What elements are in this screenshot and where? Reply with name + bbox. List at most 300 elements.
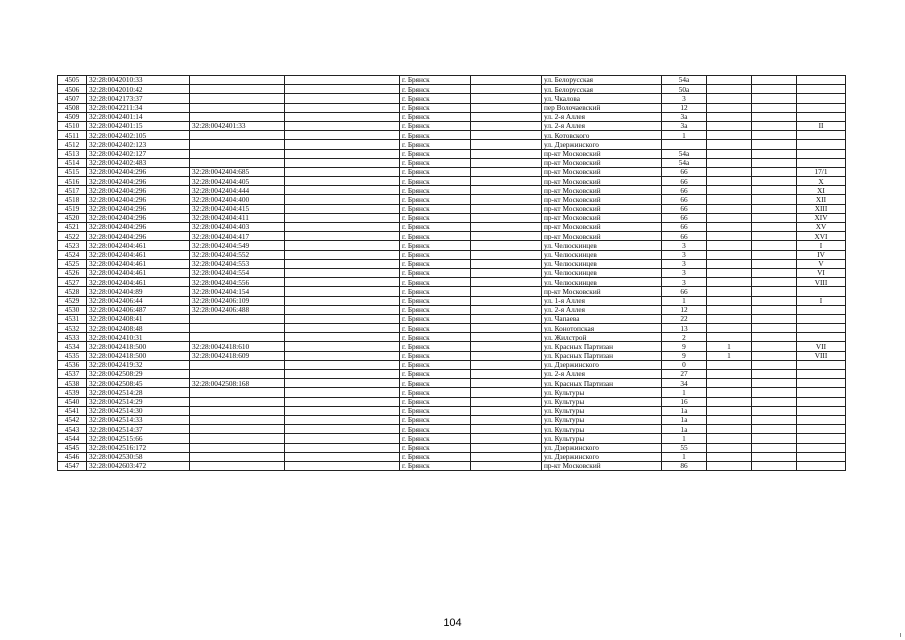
cell-street: ул. Дзержинского bbox=[542, 140, 662, 149]
cell-city: г. Брянск bbox=[400, 296, 471, 305]
cell-house: 55 bbox=[662, 443, 707, 452]
cell-blank-col-a bbox=[285, 112, 400, 121]
table-row bbox=[58, 370, 846, 379]
cell-building bbox=[707, 314, 752, 323]
cell-city: г. Брянск bbox=[400, 415, 471, 424]
cell-row-number: 4533 bbox=[58, 333, 87, 342]
cell-cadastral-number: 32:28:0042404:296 bbox=[87, 223, 190, 232]
cell-row-number: 4530 bbox=[58, 305, 87, 314]
cell-blank-col-c bbox=[752, 305, 797, 314]
cell-blank-col-c bbox=[752, 333, 797, 342]
cell-city: г. Брянск bbox=[400, 85, 471, 94]
cell-house: 16 bbox=[662, 397, 707, 406]
cell-row-number: 4509 bbox=[58, 112, 87, 121]
cell-blank-col-b bbox=[471, 324, 542, 333]
cell-row-number: 4526 bbox=[58, 268, 87, 277]
table-row bbox=[58, 278, 846, 287]
cell-street: ул. 1-я Аллея bbox=[542, 296, 662, 305]
cell-city: г. Брянск bbox=[400, 351, 471, 360]
cell-building bbox=[707, 406, 752, 415]
cell-sub-cadastral-number bbox=[190, 324, 285, 333]
cell-sub-cadastral-number: 32:28:0042404:553 bbox=[190, 259, 285, 268]
cell-premises: 17/1 bbox=[797, 167, 846, 176]
cell-house: 66 bbox=[662, 287, 707, 296]
cell-row-number: 4518 bbox=[58, 195, 87, 204]
cell-city: г. Брянск bbox=[400, 324, 471, 333]
cell-blank-col-b bbox=[471, 296, 542, 305]
cell-blank-col-a bbox=[285, 177, 400, 186]
table-row bbox=[58, 85, 846, 94]
cell-cadastral-number: 32:28:0042402:105 bbox=[87, 131, 190, 140]
cell-city: г. Брянск bbox=[400, 241, 471, 250]
cell-sub-cadastral-number: 32:28:0042401:33 bbox=[190, 121, 285, 130]
cell-row-number: 4514 bbox=[58, 158, 87, 167]
cell-city: г. Брянск bbox=[400, 131, 471, 140]
cell-premises bbox=[797, 85, 846, 94]
cell-blank-col-b bbox=[471, 443, 542, 452]
cell-building bbox=[707, 434, 752, 443]
cell-blank-col-b bbox=[471, 103, 542, 112]
cell-street: пр-кт Московский bbox=[542, 177, 662, 186]
cell-blank-col-a bbox=[285, 370, 400, 379]
cell-building bbox=[707, 223, 752, 232]
cell-blank-col-b bbox=[471, 250, 542, 259]
cell-house: 13 bbox=[662, 324, 707, 333]
cell-blank-col-a bbox=[285, 232, 400, 241]
cell-premises bbox=[797, 324, 846, 333]
cell-house: 12 bbox=[662, 103, 707, 112]
cell-premises bbox=[797, 360, 846, 369]
cell-blank-col-a bbox=[285, 140, 400, 149]
cell-street: пр-кт Московский bbox=[542, 287, 662, 296]
cell-sub-cadastral-number: 32:28:0042404:444 bbox=[190, 186, 285, 195]
cell-blank-col-a bbox=[285, 278, 400, 287]
cell-street: ул. Челюскинцев bbox=[542, 278, 662, 287]
cell-premises: I bbox=[797, 296, 846, 305]
cell-cadastral-number: 32:28:0042406:44 bbox=[87, 296, 190, 305]
cell-blank-col-b bbox=[471, 305, 542, 314]
cell-cadastral-number: 32:28:0042419:32 bbox=[87, 360, 190, 369]
cell-blank-col-b bbox=[471, 461, 542, 470]
cell-blank-col-a bbox=[285, 250, 400, 259]
cell-blank-col-c bbox=[752, 443, 797, 452]
cell-house: 3 bbox=[662, 278, 707, 287]
cell-blank-col-b bbox=[471, 287, 542, 296]
cell-blank-col-c bbox=[752, 131, 797, 140]
cell-city: г. Брянск bbox=[400, 425, 471, 434]
cell-premises bbox=[797, 461, 846, 470]
table-row bbox=[58, 388, 846, 397]
cell-blank-col-c bbox=[752, 140, 797, 149]
table-row bbox=[58, 241, 846, 250]
cell-premises: VIII bbox=[797, 351, 846, 360]
cell-building bbox=[707, 287, 752, 296]
cell-building bbox=[707, 452, 752, 461]
cell-blank-col-b bbox=[471, 397, 542, 406]
cell-premises bbox=[797, 379, 846, 388]
cell-blank-col-b bbox=[471, 452, 542, 461]
cell-cadastral-number: 32:28:0042401:14 bbox=[87, 112, 190, 121]
cell-blank-col-a bbox=[285, 314, 400, 323]
cell-blank-col-c bbox=[752, 314, 797, 323]
cell-blank-col-c bbox=[752, 232, 797, 241]
table-row bbox=[58, 250, 846, 259]
cell-sub-cadastral-number: 32:28:0042406:109 bbox=[190, 296, 285, 305]
cell-street: ул. Культуры bbox=[542, 397, 662, 406]
cell-row-number: 4516 bbox=[58, 177, 87, 186]
cell-cadastral-number: 32:28:0042402:123 bbox=[87, 140, 190, 149]
cell-cadastral-number: 32:28:0042010:42 bbox=[87, 85, 190, 94]
table-body bbox=[58, 76, 846, 471]
cell-street: ул. Конотопская bbox=[542, 324, 662, 333]
page-number: 104 bbox=[443, 617, 462, 629]
cell-blank-col-a bbox=[285, 342, 400, 351]
cell-city: г. Брянск bbox=[400, 213, 471, 222]
cell-building bbox=[707, 186, 752, 195]
cell-city: г. Брянск bbox=[400, 121, 471, 130]
cell-sub-cadastral-number bbox=[190, 406, 285, 415]
cell-premises bbox=[797, 425, 846, 434]
cell-building bbox=[707, 85, 752, 94]
cell-row-number: 4545 bbox=[58, 443, 87, 452]
table-row bbox=[58, 232, 846, 241]
cell-premises: II bbox=[797, 121, 846, 130]
table-row bbox=[58, 167, 846, 176]
cell-house: 54а bbox=[662, 76, 707, 85]
cell-cadastral-number: 32:28:0042402:127 bbox=[87, 149, 190, 158]
cell-premises bbox=[797, 314, 846, 323]
cell-cadastral-number: 32:28:0042404:296 bbox=[87, 186, 190, 195]
cell-sub-cadastral-number bbox=[190, 443, 285, 452]
cell-premises bbox=[797, 434, 846, 443]
cell-house: 3а bbox=[662, 112, 707, 121]
cell-cadastral-number: 32:28:0042410:31 bbox=[87, 333, 190, 342]
cell-sub-cadastral-number bbox=[190, 434, 285, 443]
cell-blank-col-b bbox=[471, 76, 542, 85]
cell-premises bbox=[797, 443, 846, 452]
table-row bbox=[58, 287, 846, 296]
cell-blank-col-c bbox=[752, 287, 797, 296]
cell-row-number: 4544 bbox=[58, 434, 87, 443]
cell-row-number: 4542 bbox=[58, 415, 87, 424]
cell-building bbox=[707, 333, 752, 342]
table-row bbox=[58, 415, 846, 424]
cell-blank-col-b bbox=[471, 333, 542, 342]
cell-city: г. Брянск bbox=[400, 223, 471, 232]
cell-sub-cadastral-number: 32:28:0042404:403 bbox=[190, 223, 285, 232]
cell-sub-cadastral-number bbox=[190, 131, 285, 140]
cell-blank-col-a bbox=[285, 158, 400, 167]
cell-row-number: 4528 bbox=[58, 287, 87, 296]
cell-blank-col-b bbox=[471, 406, 542, 415]
cell-house: 1 bbox=[662, 452, 707, 461]
cell-cadastral-number: 32:28:0042514:30 bbox=[87, 406, 190, 415]
cell-blank-col-c bbox=[752, 112, 797, 121]
cell-house: 22 bbox=[662, 314, 707, 323]
cell-row-number: 4513 bbox=[58, 149, 87, 158]
cell-blank-col-b bbox=[471, 360, 542, 369]
cell-house: 66 bbox=[662, 223, 707, 232]
cell-premises bbox=[797, 370, 846, 379]
table-row bbox=[58, 268, 846, 277]
cell-cadastral-number: 32:28:0042404:461 bbox=[87, 278, 190, 287]
cell-building bbox=[707, 140, 752, 149]
cell-building bbox=[707, 379, 752, 388]
table-row bbox=[58, 103, 846, 112]
cell-street: ул. 2-я Аллея bbox=[542, 370, 662, 379]
cell-premises bbox=[797, 76, 846, 85]
cell-street: ул. Белорусская bbox=[542, 85, 662, 94]
cell-building bbox=[707, 121, 752, 130]
cell-premises: VII bbox=[797, 342, 846, 351]
cell-row-number: 4534 bbox=[58, 342, 87, 351]
cell-blank-col-a bbox=[285, 434, 400, 443]
cell-city: г. Брянск bbox=[400, 434, 471, 443]
cell-house bbox=[662, 140, 707, 149]
cell-house: 3 bbox=[662, 94, 707, 103]
cell-blank-col-a bbox=[285, 167, 400, 176]
cell-row-number: 4536 bbox=[58, 360, 87, 369]
cell-cadastral-number: 32:28:0042404:296 bbox=[87, 204, 190, 213]
cell-premises: I bbox=[797, 241, 846, 250]
table-row bbox=[58, 186, 846, 195]
cell-sub-cadastral-number bbox=[190, 112, 285, 121]
cell-street: пр-кт Московский bbox=[542, 213, 662, 222]
cell-building bbox=[707, 415, 752, 424]
cell-row-number: 4508 bbox=[58, 103, 87, 112]
cell-premises bbox=[797, 305, 846, 314]
cell-sub-cadastral-number bbox=[190, 397, 285, 406]
cell-blank-col-c bbox=[752, 452, 797, 461]
cell-building bbox=[707, 360, 752, 369]
table-row bbox=[58, 213, 846, 222]
cell-blank-col-a bbox=[285, 204, 400, 213]
cell-sub-cadastral-number: 32:28:0042418:610 bbox=[190, 342, 285, 351]
cell-blank-col-b bbox=[471, 94, 542, 103]
cell-blank-col-b bbox=[471, 213, 542, 222]
cell-blank-col-c bbox=[752, 379, 797, 388]
cell-city: г. Брянск bbox=[400, 140, 471, 149]
cell-city: г. Брянск bbox=[400, 103, 471, 112]
cell-blank-col-b bbox=[471, 223, 542, 232]
table-row bbox=[58, 223, 846, 232]
cell-building bbox=[707, 195, 752, 204]
cell-sub-cadastral-number bbox=[190, 149, 285, 158]
table-row bbox=[58, 406, 846, 415]
cell-sub-cadastral-number: 32:28:0042404:685 bbox=[190, 167, 285, 176]
cell-row-number: 4537 bbox=[58, 370, 87, 379]
cell-blank-col-c bbox=[752, 250, 797, 259]
cell-blank-col-a bbox=[285, 351, 400, 360]
cell-premises: XV bbox=[797, 223, 846, 232]
cell-street: ул. Котовского bbox=[542, 131, 662, 140]
cell-sub-cadastral-number: 32:28:0042404:400 bbox=[190, 195, 285, 204]
cell-blank-col-a bbox=[285, 333, 400, 342]
cell-building bbox=[707, 305, 752, 314]
cell-city: г. Брянск bbox=[400, 397, 471, 406]
cell-premises bbox=[797, 452, 846, 461]
cell-house: 66 bbox=[662, 177, 707, 186]
cell-city: г. Брянск bbox=[400, 204, 471, 213]
cell-row-number: 4510 bbox=[58, 121, 87, 130]
cell-blank-col-b bbox=[471, 241, 542, 250]
cell-street: ул. Дзержинского bbox=[542, 443, 662, 452]
cell-street: ул. Дзержинского bbox=[542, 360, 662, 369]
cell-blank-col-a bbox=[285, 259, 400, 268]
cell-blank-col-c bbox=[752, 351, 797, 360]
cell-city: г. Брянск bbox=[400, 259, 471, 268]
cell-house: 9 bbox=[662, 351, 707, 360]
cell-premises bbox=[797, 287, 846, 296]
cell-house: 54а bbox=[662, 149, 707, 158]
cell-blank-col-a bbox=[285, 268, 400, 277]
cell-sub-cadastral-number bbox=[190, 461, 285, 470]
cell-blank-col-a bbox=[285, 76, 400, 85]
cell-row-number: 4535 bbox=[58, 351, 87, 360]
cell-house: 3 bbox=[662, 241, 707, 250]
cell-cadastral-number: 32:28:0042603:472 bbox=[87, 461, 190, 470]
cell-house: 1 bbox=[662, 131, 707, 140]
cell-city: г. Брянск bbox=[400, 250, 471, 259]
cell-cadastral-number: 32:28:0042530:58 bbox=[87, 452, 190, 461]
cell-street: ул. Челюскинцев bbox=[542, 268, 662, 277]
cell-premises: IV bbox=[797, 250, 846, 259]
cell-row-number: 4520 bbox=[58, 213, 87, 222]
table-row bbox=[58, 314, 846, 323]
cell-premises bbox=[797, 149, 846, 158]
cell-cadastral-number: 32:28:0042408:41 bbox=[87, 314, 190, 323]
cell-city: г. Брянск bbox=[400, 232, 471, 241]
cell-blank-col-b bbox=[471, 370, 542, 379]
cell-house: 34 bbox=[662, 379, 707, 388]
cell-sub-cadastral-number: 32:28:0042404:411 bbox=[190, 213, 285, 222]
cell-blank-col-b bbox=[471, 158, 542, 167]
cell-blank-col-a bbox=[285, 103, 400, 112]
cell-blank-col-b bbox=[471, 314, 542, 323]
cell-blank-col-b bbox=[471, 140, 542, 149]
cell-sub-cadastral-number bbox=[190, 360, 285, 369]
cell-city: г. Брянск bbox=[400, 452, 471, 461]
cell-row-number: 4541 bbox=[58, 406, 87, 415]
cell-blank-col-a bbox=[285, 324, 400, 333]
cell-building bbox=[707, 443, 752, 452]
cell-blank-col-a bbox=[285, 305, 400, 314]
cell-blank-col-c bbox=[752, 342, 797, 351]
cell-sub-cadastral-number: 32:28:0042404:554 bbox=[190, 268, 285, 277]
cell-building bbox=[707, 425, 752, 434]
cell-building bbox=[707, 259, 752, 268]
cell-premises bbox=[797, 388, 846, 397]
cell-blank-col-c bbox=[752, 186, 797, 195]
cell-building bbox=[707, 397, 752, 406]
cell-city: г. Брянск bbox=[400, 461, 471, 470]
cell-sub-cadastral-number: 32:28:0042508:168 bbox=[190, 379, 285, 388]
cell-blank-col-a bbox=[285, 415, 400, 424]
cell-city: г. Брянск bbox=[400, 388, 471, 397]
cell-blank-col-b bbox=[471, 415, 542, 424]
cell-blank-col-c bbox=[752, 415, 797, 424]
cell-city: г. Брянск bbox=[400, 305, 471, 314]
cell-cadastral-number: 32:28:0042404:461 bbox=[87, 259, 190, 268]
cell-cadastral-number: 32:28:0042401:15 bbox=[87, 121, 190, 130]
cell-street: ул. Культуры bbox=[542, 434, 662, 443]
cell-city: г. Брянск bbox=[400, 287, 471, 296]
cell-premises bbox=[797, 415, 846, 424]
cell-premises: XVI bbox=[797, 232, 846, 241]
cell-row-number: 4538 bbox=[58, 379, 87, 388]
cell-blank-col-a bbox=[285, 397, 400, 406]
cell-cadastral-number: 32:28:0042404:296 bbox=[87, 167, 190, 176]
cell-sub-cadastral-number bbox=[190, 85, 285, 94]
cell-city: г. Брянск bbox=[400, 342, 471, 351]
cell-city: г. Брянск bbox=[400, 186, 471, 195]
table-row bbox=[58, 76, 846, 85]
cell-blank-col-a bbox=[285, 296, 400, 305]
cell-building bbox=[707, 268, 752, 277]
cell-building bbox=[707, 388, 752, 397]
table-row bbox=[58, 443, 846, 452]
cell-blank-col-c bbox=[752, 213, 797, 222]
cell-row-number: 4531 bbox=[58, 314, 87, 323]
cell-cadastral-number: 32:28:0042514:28 bbox=[87, 388, 190, 397]
cell-blank-col-c bbox=[752, 158, 797, 167]
cell-row-number: 4523 bbox=[58, 241, 87, 250]
cell-house: 66 bbox=[662, 195, 707, 204]
cell-sub-cadastral-number: 32:28:0042406:488 bbox=[190, 305, 285, 314]
cell-sub-cadastral-number: 32:28:0042404:549 bbox=[190, 241, 285, 250]
cell-building bbox=[707, 370, 752, 379]
cell-cadastral-number: 32:28:0042404:296 bbox=[87, 195, 190, 204]
cell-row-number: 4547 bbox=[58, 461, 87, 470]
cell-house: 50а bbox=[662, 85, 707, 94]
cell-blank-col-a bbox=[285, 287, 400, 296]
table-row bbox=[58, 425, 846, 434]
cell-building bbox=[707, 213, 752, 222]
cell-blank-col-a bbox=[285, 121, 400, 130]
table-row bbox=[58, 351, 846, 360]
cell-street: пр-кт Московский bbox=[542, 232, 662, 241]
cell-row-number: 4524 bbox=[58, 250, 87, 259]
cell-building: 1 bbox=[707, 342, 752, 351]
cell-premises bbox=[797, 397, 846, 406]
cell-house: 86 bbox=[662, 461, 707, 470]
cell-blank-col-b bbox=[471, 204, 542, 213]
cell-city: г. Брянск bbox=[400, 177, 471, 186]
cell-premises bbox=[797, 158, 846, 167]
table-row bbox=[58, 305, 846, 314]
cell-house: 54а bbox=[662, 158, 707, 167]
cell-street: ул. Культуры bbox=[542, 388, 662, 397]
cell-street: ул. Челюскинцев bbox=[542, 259, 662, 268]
cell-cadastral-number: 32:28:0042408:48 bbox=[87, 324, 190, 333]
cell-blank-col-b bbox=[471, 121, 542, 130]
cell-street: ул. Культуры bbox=[542, 425, 662, 434]
cell-city: г. Брянск bbox=[400, 167, 471, 176]
cell-blank-col-c bbox=[752, 388, 797, 397]
cell-blank-col-a bbox=[285, 213, 400, 222]
cell-row-number: 4519 bbox=[58, 204, 87, 213]
cell-blank-col-c bbox=[752, 195, 797, 204]
table-row bbox=[58, 131, 846, 140]
cell-building: 1 bbox=[707, 351, 752, 360]
cell-cadastral-number: 32:28:0042211:34 bbox=[87, 103, 190, 112]
cell-city: г. Брянск bbox=[400, 149, 471, 158]
cell-building bbox=[707, 461, 752, 470]
table-row bbox=[58, 149, 846, 158]
cell-blank-col-b bbox=[471, 177, 542, 186]
cell-blank-col-c bbox=[752, 204, 797, 213]
cell-sub-cadastral-number: 32:28:0042404:405 bbox=[190, 177, 285, 186]
